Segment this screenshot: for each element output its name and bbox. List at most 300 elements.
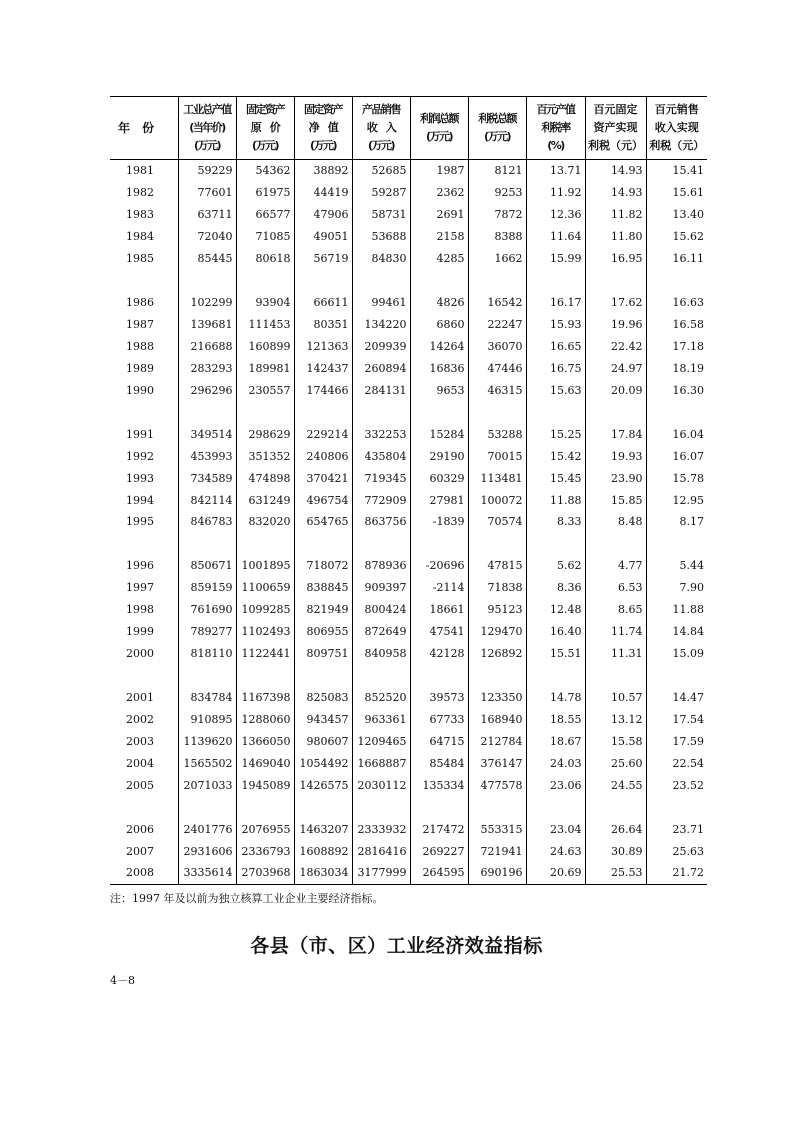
year-cell: 1984	[126, 230, 154, 244]
value-cell: 1668887	[352, 752, 410, 774]
value-cell: 93904	[236, 292, 294, 314]
value-cell: -1839	[410, 511, 468, 533]
table-row	[110, 708, 707, 730]
year-cell: 2005	[126, 778, 154, 792]
spacer-cell	[178, 665, 236, 687]
value-cell: 63711	[178, 204, 236, 226]
value-cell: 631249	[236, 489, 294, 511]
value-cell: 15.41	[646, 160, 707, 182]
value-cell: 240806	[294, 445, 352, 467]
value-cell: 2931606	[178, 840, 236, 862]
value-cell: 23.52	[646, 774, 707, 796]
value-cell: 18.67	[526, 730, 585, 752]
value-cell: 64715	[410, 730, 468, 752]
value-cell: 26.64	[585, 818, 646, 840]
value-cell: 2816416	[352, 840, 410, 862]
value-cell: 284131	[352, 379, 410, 401]
value-cell: 47815	[468, 555, 526, 577]
value-cell: 6.53	[585, 577, 646, 599]
table-row	[110, 314, 707, 336]
value-cell: 16.04	[646, 423, 707, 445]
value-cell: 70015	[468, 445, 526, 467]
spacer-cell	[294, 401, 352, 423]
value-cell: 376147	[468, 752, 526, 774]
spacer-cell	[526, 401, 585, 423]
value-cell: 1426575	[294, 774, 352, 796]
spacer-cell	[410, 796, 468, 818]
value-cell: 80618	[236, 248, 294, 270]
value-cell: 296296	[178, 379, 236, 401]
value-cell: 22.54	[646, 752, 707, 774]
value-cell: 806955	[294, 621, 352, 643]
value-cell: 6860	[410, 314, 468, 336]
header-line: (%)	[547, 139, 564, 152]
spacer-cell	[352, 665, 410, 687]
value-cell: 8388	[468, 226, 526, 248]
header-line: 净 值	[308, 121, 338, 134]
value-cell: 16.65	[526, 336, 585, 358]
value-cell: 15.62	[646, 226, 707, 248]
value-cell: 963361	[352, 708, 410, 730]
value-cell: 16.95	[585, 248, 646, 270]
value-cell: 1122441	[236, 643, 294, 665]
value-cell: 25.63	[646, 840, 707, 862]
header-line: 固定资产	[246, 103, 284, 116]
spacer-cell	[294, 270, 352, 292]
value-cell: 53688	[352, 226, 410, 248]
value-cell: 72040	[178, 226, 236, 248]
value-cell: 126892	[468, 643, 526, 665]
header-gross-output	[178, 97, 236, 160]
header-fixed-assets-net	[294, 97, 352, 160]
value-cell: 71085	[236, 226, 294, 248]
value-cell: 859159	[178, 577, 236, 599]
value-cell: 8.17	[646, 511, 707, 533]
value-cell: 16.58	[646, 314, 707, 336]
value-cell: 821949	[294, 599, 352, 621]
value-cell: 29190	[410, 445, 468, 467]
header-fixed-assets-original	[236, 97, 294, 160]
value-cell: 99461	[352, 292, 410, 314]
value-cell: 56719	[294, 248, 352, 270]
value-cell: 269227	[410, 840, 468, 862]
value-cell: 23.04	[526, 818, 585, 840]
spacer-cell	[236, 665, 294, 687]
spacer-cell	[585, 796, 646, 818]
value-cell: 910895	[178, 708, 236, 730]
year-cell: 1988	[126, 339, 154, 353]
value-cell: 71838	[468, 577, 526, 599]
value-cell: 53288	[468, 423, 526, 445]
year-cell: 2000	[126, 647, 154, 661]
value-cell: 878936	[352, 555, 410, 577]
spacer-cell	[178, 270, 236, 292]
value-cell: 14.78	[526, 687, 585, 709]
spacer-cell	[468, 533, 526, 555]
footnote: 注：1997 年及以前为独立核算工业企业主要经济指标。	[110, 892, 384, 905]
value-cell: 435804	[352, 445, 410, 467]
year-cell: 2008	[110, 862, 178, 884]
spacer-cell	[236, 533, 294, 555]
value-cell: 1863034	[294, 862, 352, 884]
table-body	[110, 160, 707, 885]
value-cell: 24.63	[526, 840, 585, 862]
value-cell: 800424	[352, 599, 410, 621]
value-cell: 14.93	[585, 160, 646, 182]
table-row	[110, 160, 707, 182]
value-cell: 54362	[236, 160, 294, 182]
value-cell: 1608892	[294, 840, 352, 862]
year-cell: 2001	[126, 690, 154, 704]
value-cell: 3177999	[352, 862, 410, 884]
table-row	[110, 599, 707, 621]
header-total-profit	[410, 97, 468, 160]
spacer-cell	[585, 665, 646, 687]
value-cell: 15.61	[646, 182, 707, 204]
value-cell: 46315	[468, 379, 526, 401]
value-cell: 1662	[468, 248, 526, 270]
value-cell: 4285	[410, 248, 468, 270]
table-row	[110, 555, 707, 577]
table-row	[110, 489, 707, 511]
value-cell: 7872	[468, 204, 526, 226]
header-line: (万元)	[309, 139, 337, 152]
spacer-cell	[294, 796, 352, 818]
value-cell: 15284	[410, 423, 468, 445]
value-cell: 846783	[178, 511, 236, 533]
value-cell: 838845	[294, 577, 352, 599]
header-line: 产品销售	[362, 103, 400, 116]
value-cell: 15.63	[526, 379, 585, 401]
value-cell: 761690	[178, 599, 236, 621]
spacer-cell	[294, 533, 352, 555]
year-cell: 2003	[126, 734, 154, 748]
year-cell: 1989	[126, 361, 154, 375]
value-cell: 690196	[468, 862, 526, 884]
value-cell: 24.97	[585, 357, 646, 379]
value-cell: 16836	[410, 357, 468, 379]
value-cell: 1099285	[236, 599, 294, 621]
spacer-cell	[646, 796, 707, 818]
year-cell: 1995	[126, 515, 154, 529]
value-cell: 2158	[410, 226, 468, 248]
value-cell: 113481	[468, 467, 526, 489]
spacer-cell	[526, 796, 585, 818]
table-header-row	[110, 97, 707, 160]
value-cell: 349514	[178, 423, 236, 445]
value-cell: 351352	[236, 445, 294, 467]
value-cell: 1001895	[236, 555, 294, 577]
value-cell: 1463207	[294, 818, 352, 840]
value-cell: 66577	[236, 204, 294, 226]
value-cell: 1100659	[236, 577, 294, 599]
value-cell: 67733	[410, 708, 468, 730]
value-cell: 66611	[294, 292, 352, 314]
spacer-cell	[236, 270, 294, 292]
value-cell: 18.55	[526, 708, 585, 730]
group-spacer-row	[110, 533, 707, 555]
value-cell: 2333932	[352, 818, 410, 840]
value-cell: 23.90	[585, 467, 646, 489]
value-cell: -20696	[410, 555, 468, 577]
year-cell: 1993	[126, 471, 154, 485]
value-cell: 14264	[410, 336, 468, 358]
value-cell: 283293	[178, 357, 236, 379]
spacer-cell	[468, 796, 526, 818]
value-cell: 168940	[468, 708, 526, 730]
value-cell: 30.89	[585, 840, 646, 862]
value-cell: 477578	[468, 774, 526, 796]
value-cell: 553315	[468, 818, 526, 840]
spacer-cell	[410, 401, 468, 423]
value-cell: 840958	[352, 643, 410, 665]
value-cell: 943457	[294, 708, 352, 730]
table-row	[110, 336, 707, 358]
value-cell: 25.60	[585, 752, 646, 774]
value-cell: 298629	[236, 423, 294, 445]
value-cell: 8121	[468, 160, 526, 182]
spacer-cell	[178, 796, 236, 818]
spacer-cell	[236, 401, 294, 423]
value-cell: 23.06	[526, 774, 585, 796]
header-sales-revenue	[352, 97, 410, 160]
value-cell: 789277	[178, 621, 236, 643]
value-cell: 909397	[352, 577, 410, 599]
value-cell: 47906	[294, 204, 352, 226]
year-cell: 1981	[126, 164, 154, 178]
header-fixed-asset-tax	[585, 97, 646, 160]
spacer-cell	[526, 533, 585, 555]
value-cell: 134220	[352, 314, 410, 336]
header-sales-tax	[646, 97, 707, 160]
spacer-cell	[646, 533, 707, 555]
table-row	[110, 182, 707, 204]
spacer-cell	[585, 533, 646, 555]
value-cell: 15.09	[646, 643, 707, 665]
table-row	[110, 862, 707, 884]
value-cell: 60329	[410, 467, 468, 489]
value-cell: 842114	[178, 489, 236, 511]
value-cell: 8.65	[585, 599, 646, 621]
value-cell: 16.75	[526, 357, 585, 379]
table-row	[110, 357, 707, 379]
value-cell: 80351	[294, 314, 352, 336]
spacer-cell	[110, 796, 178, 818]
value-cell: 111453	[236, 314, 294, 336]
value-cell: 850671	[178, 555, 236, 577]
value-cell: 22.42	[585, 336, 646, 358]
value-cell: 59287	[352, 182, 410, 204]
value-cell: 15.99	[526, 248, 585, 270]
year-cell: 1987	[126, 318, 154, 332]
table-row	[110, 643, 707, 665]
value-cell: 13.12	[585, 708, 646, 730]
spacer-cell	[646, 270, 707, 292]
value-cell: 9253	[468, 182, 526, 204]
value-cell: 21.72	[646, 862, 707, 884]
value-cell: 123350	[468, 687, 526, 709]
value-cell: 27981	[410, 489, 468, 511]
value-cell: 11.88	[646, 599, 707, 621]
table-row	[110, 577, 707, 599]
value-cell: 139681	[178, 314, 236, 336]
value-cell: 13.71	[526, 160, 585, 182]
header-line: 利税（元）	[588, 139, 643, 152]
table-row	[110, 840, 707, 862]
value-cell: 1565502	[178, 752, 236, 774]
value-cell: 15.85	[585, 489, 646, 511]
value-cell: 174466	[294, 379, 352, 401]
value-cell: 772909	[352, 489, 410, 511]
header-line: 年 份	[118, 121, 155, 135]
value-cell: 44419	[294, 182, 352, 204]
value-cell: 17.59	[646, 730, 707, 752]
header-profit-and-tax	[468, 97, 526, 160]
value-cell: 70574	[468, 511, 526, 533]
value-cell: 12.36	[526, 204, 585, 226]
value-cell: 14.84	[646, 621, 707, 643]
year-cell: 1999	[126, 625, 154, 639]
value-cell: 719345	[352, 467, 410, 489]
value-cell: 2071033	[178, 774, 236, 796]
header-line: 百元固定	[593, 103, 638, 116]
value-cell: 5.62	[526, 555, 585, 577]
value-cell: 496754	[294, 489, 352, 511]
table-row	[110, 621, 707, 643]
value-cell: 15.93	[526, 314, 585, 336]
value-cell: 11.92	[526, 182, 585, 204]
spacer-cell	[585, 270, 646, 292]
value-cell: 1987	[410, 160, 468, 182]
value-cell: 135334	[410, 774, 468, 796]
table-row	[110, 687, 707, 709]
value-cell: 47446	[468, 357, 526, 379]
value-cell: 3335614	[178, 862, 236, 884]
value-cell: 15.45	[526, 467, 585, 489]
value-cell: 95123	[468, 599, 526, 621]
value-cell: 15.51	[526, 643, 585, 665]
spacer-cell	[646, 665, 707, 687]
table-row	[110, 774, 707, 796]
year-cell: 1985	[126, 252, 154, 266]
table-row	[110, 467, 707, 489]
value-cell: 189981	[236, 357, 294, 379]
value-cell: 264595	[410, 862, 468, 884]
value-cell: 85484	[410, 752, 468, 774]
year-cell: 2004	[126, 756, 154, 770]
industrial-indicators-table	[110, 96, 707, 885]
value-cell: 4826	[410, 292, 468, 314]
value-cell: 15.42	[526, 445, 585, 467]
value-cell: 852520	[352, 687, 410, 709]
value-cell: 12.95	[646, 489, 707, 511]
header-line: 百元产值	[536, 103, 575, 116]
value-cell: 14.47	[646, 687, 707, 709]
value-cell: 25.53	[585, 862, 646, 884]
year-cell: 1986	[126, 296, 154, 310]
value-cell: 229214	[294, 423, 352, 445]
spacer-cell	[526, 665, 585, 687]
value-cell: 1366050	[236, 730, 294, 752]
value-cell: 872649	[352, 621, 410, 643]
header-line: 利税总额	[478, 112, 516, 125]
value-cell: 9653	[410, 379, 468, 401]
value-cell: 12.48	[526, 599, 585, 621]
value-cell: 370421	[294, 467, 352, 489]
group-spacer-row	[110, 401, 707, 423]
year-cell: 1992	[126, 449, 154, 463]
value-cell: 24.03	[526, 752, 585, 774]
header-line: 收 入	[366, 121, 396, 134]
value-cell: 77601	[178, 182, 236, 204]
value-cell: 10.57	[585, 687, 646, 709]
spacer-cell	[410, 533, 468, 555]
value-cell: 84830	[352, 248, 410, 270]
value-cell: 13.40	[646, 204, 707, 226]
value-cell: 39573	[410, 687, 468, 709]
table-row	[110, 292, 707, 314]
value-cell: 38892	[294, 160, 352, 182]
table-row	[110, 248, 707, 270]
spacer-cell	[294, 665, 352, 687]
header-line: 原 价	[250, 121, 280, 134]
value-cell: 216688	[178, 336, 236, 358]
header-line: 固定资产	[304, 103, 342, 116]
value-cell: 1102493	[236, 621, 294, 643]
year-cell: 1996	[126, 559, 154, 573]
value-cell: 2076955	[236, 818, 294, 840]
value-cell: 1469040	[236, 752, 294, 774]
group-spacer-row	[110, 665, 707, 687]
year-cell: 1998	[126, 603, 154, 617]
spacer-cell	[646, 401, 707, 423]
spacer-cell	[110, 401, 178, 423]
spacer-cell	[178, 401, 236, 423]
value-cell: 47541	[410, 621, 468, 643]
value-cell: 85445	[178, 248, 236, 270]
spacer-cell	[236, 796, 294, 818]
value-cell: 217472	[410, 818, 468, 840]
value-cell: 11.74	[585, 621, 646, 643]
group-spacer-row	[110, 270, 707, 292]
value-cell: 825083	[294, 687, 352, 709]
value-cell: 718072	[294, 555, 352, 577]
value-cell: 16.40	[526, 621, 585, 643]
value-cell: 832020	[236, 511, 294, 533]
spacer-cell	[410, 270, 468, 292]
value-cell: 20.69	[526, 862, 585, 884]
header-year	[110, 97, 178, 160]
spacer-cell	[526, 270, 585, 292]
value-cell: 22247	[468, 314, 526, 336]
value-cell: 11.88	[526, 489, 585, 511]
header-line: 利润总额	[420, 112, 458, 125]
table-row	[110, 226, 707, 248]
value-cell: 834784	[178, 687, 236, 709]
value-cell: 863756	[352, 511, 410, 533]
spacer-cell	[468, 401, 526, 423]
value-cell: 8.48	[585, 511, 646, 533]
value-cell: 18661	[410, 599, 468, 621]
value-cell: 260894	[352, 357, 410, 379]
value-cell: 2336793	[236, 840, 294, 862]
value-cell: 52685	[352, 160, 410, 182]
value-cell: 230557	[236, 379, 294, 401]
value-cell: 1209465	[352, 730, 410, 752]
value-cell: 16.30	[646, 379, 707, 401]
value-cell: 49051	[294, 226, 352, 248]
value-cell: 332253	[352, 423, 410, 445]
